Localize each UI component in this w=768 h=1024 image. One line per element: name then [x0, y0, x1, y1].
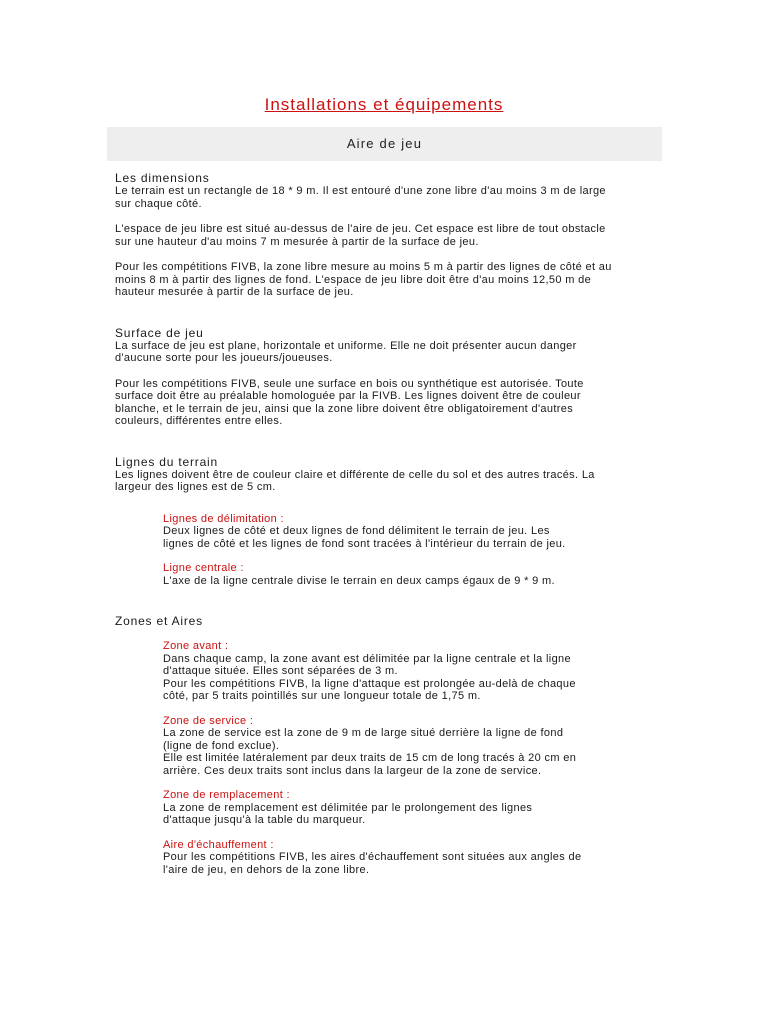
section-heading: Zones et Aires — [115, 614, 203, 628]
sub-item-text: Pour les compétitions FIVB, les aires d'échauffement sont situées aux angles de l'aire de jeu, en dehors de la zone libre. — [163, 851, 582, 876]
sub-item — [163, 562, 655, 587]
paragraph: Pour les compétitions FIVB, la zone libre mesure au moins 5 m à partir des lignes de côté et au moins 8 m à partir des lignes de fond. L'espace de jeu libre doit être d'au moins 12,50 m de hauteur mesurée à partir de la surface de jeu. — [115, 261, 612, 298]
section-band: Aire de jeu — [107, 127, 662, 161]
paragraph: Pour les compétitions FIVB, seule une surface en bois ou synthétique est autorisée. Toute surface doit être au préalable homologuée par la FIVB. Les lignes doivent être de couleur blanche, et le terrain de jeu, ainsi que la zone libre doivent être obligatoirement d'autres couleurs, différentes entre elles. — [115, 377, 584, 427]
sub-item-text: La zone de service est la zone de 9 m de large situé derrière la ligne de fond (ligne de fond exclue). Elle est limitée latéralement par deux traits de 15 cm de long tracés à 20 cm en arrière. Ces deux traits sont inclus dans la largeur de la zone de service. — [163, 727, 577, 777]
paragraph: La surface de jeu est plane, horizontale et uniforme. Elle ne doit présenter aucun danger d'aucune sorte pour les joueurs/joueuses. — [115, 339, 577, 364]
paragraph: Le terrain est un rectangle de 18 * 9 m. Il est entouré d'une zone libre d'au moins 3 m de large sur chaque côté. — [115, 185, 606, 210]
sub-item-label: Zone de remplacement : — [163, 789, 290, 801]
section-surface — [115, 326, 655, 428]
paragraph: L'espace de jeu libre est situé au-dessus de l'aire de jeu. Cet espace est libre de tout obstacle sur une hauteur d'au moins 7 m mesurée à partir de la surface de jeu. — [115, 223, 606, 248]
sub-item-label: Aire d'échauffement : — [163, 838, 274, 851]
section-zones — [115, 614, 655, 876]
sub-item-text: L'axe de la ligne centrale divise le terrain en deux camps égaux de 9 * 9 m. — [163, 574, 555, 587]
page-title: Installations et équipements — [264, 95, 504, 114]
sub-item-label: Zone de service : — [163, 714, 254, 727]
sub-item-label: Ligne centrale : — [163, 562, 244, 574]
sub-item — [163, 789, 655, 827]
section-lignes — [115, 455, 655, 588]
sub-item-text: La zone de remplacement est délimitée par le prolongement des lignes d'attaque jusqu'à la table du marqueur. — [163, 801, 533, 826]
paragraph: Les lignes doivent être de couleur claire et différente de celle du sol et des autres tracés. La largeur des lignes est de 5 cm. — [115, 468, 595, 493]
section-heading: Lignes du terrain — [115, 454, 218, 469]
sub-item — [163, 715, 655, 778]
section-heading: Les dimensions — [115, 171, 210, 185]
sub-item-text: Deux lignes de côté et deux lignes de fond délimitent le terrain de jeu. Les lignes de côté et les lignes de fond sont tracées à l'intérieur du terrain de jeu. — [163, 525, 566, 550]
document-body — [115, 171, 655, 903]
sub-list — [163, 640, 655, 876]
sub-item-text: Dans chaque camp, la zone avant est délimitée par la ligne centrale et la ligne d'attaque située. Elles sont séparées de 3 m. Pour les compétitions FIVB, la ligne d'attaque est prolongée au-delà de chaque côté, par 5 traits pointillés sur une longueur totale de 1,75 m. — [163, 652, 576, 702]
section-heading: Surface de jeu — [115, 325, 204, 340]
sub-list — [163, 513, 655, 588]
sub-item — [163, 839, 655, 877]
section-dimensions — [115, 171, 655, 299]
sub-item-label: Zone avant : — [163, 640, 229, 652]
sub-item-label: Lignes de délimitation : — [163, 512, 284, 525]
sub-item — [163, 640, 655, 703]
sub-item — [163, 513, 655, 551]
